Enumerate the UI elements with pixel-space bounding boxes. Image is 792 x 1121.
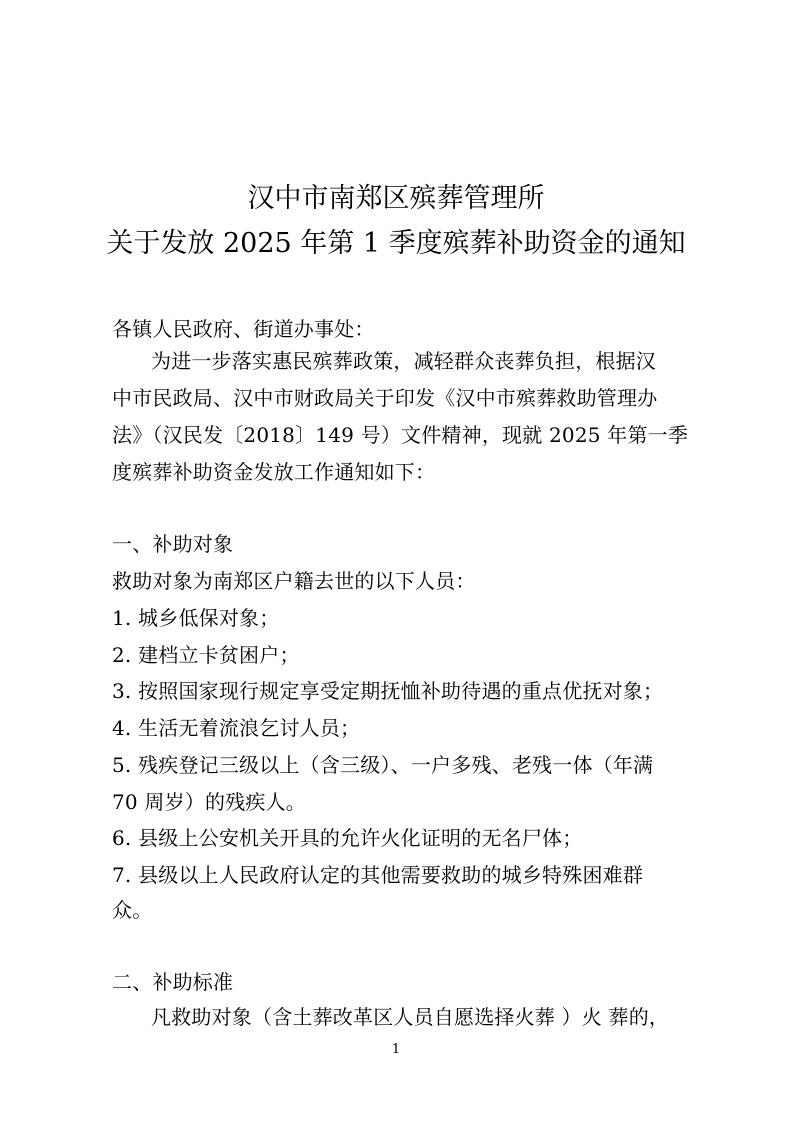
section-2-heading: 二、补助标准 [112, 970, 234, 994]
list-item-continuation: 70 周岁）的残疾人。 [112, 790, 307, 814]
list-item-continuation: 众。 [112, 898, 153, 922]
intro-line: 中市民政局、汉中市财政局关于印发《汉中市殡葬救助管理办 [112, 386, 658, 410]
list-item: 3. 按照国家现行规定享受定期抚恤补助待遇的重点优抚对象； [112, 679, 664, 703]
intro-line: 度殡葬补助资金发放工作通知如下： [112, 460, 436, 484]
page-number: 1 [391, 1042, 401, 1057]
list-item: 6. 县级上公安机关开具的允许火化证明的无名尸体； [112, 826, 583, 850]
section-1-lead: 救助对象为南郑区户籍去世的以下人员： [112, 569, 476, 593]
list-item: 4. 生活无着流浪乞讨人员； [112, 716, 361, 740]
document-title-line-2: 关于发放 2025 年第 1 季度殡葬补助资金的通知 [106, 228, 686, 259]
list-item: 5. 残疾登记三级以上（含三级）、一户多残、老残一体（年满 [112, 753, 654, 777]
list-item: 7. 县级以上人民政府认定的其他需要救助的城乡特殊困难群 [112, 863, 644, 887]
intro-line: 为进一步落实惠民殡葬政策，减轻群众丧葬负担，根据汉 [151, 349, 656, 373]
document-title-line-1: 汉中市南郑区殡葬管理所 [247, 183, 545, 214]
list-item: 2. 建档立卡贫困户； [112, 643, 300, 667]
intro-line: 法》（汉民发〔2018〕149 号）文件精神，现就 2025 年第一季 [112, 423, 689, 447]
section-1-heading: 一、补助对象 [112, 532, 234, 556]
list-item: 1. 城乡低保对象； [112, 606, 280, 630]
salutation: 各镇人民政府、街道办事处： [112, 317, 375, 341]
section-2-first-line: 凡救助对象（含土葬改革区人员自愿选择火葬 ）火 葬的， [151, 1005, 670, 1029]
